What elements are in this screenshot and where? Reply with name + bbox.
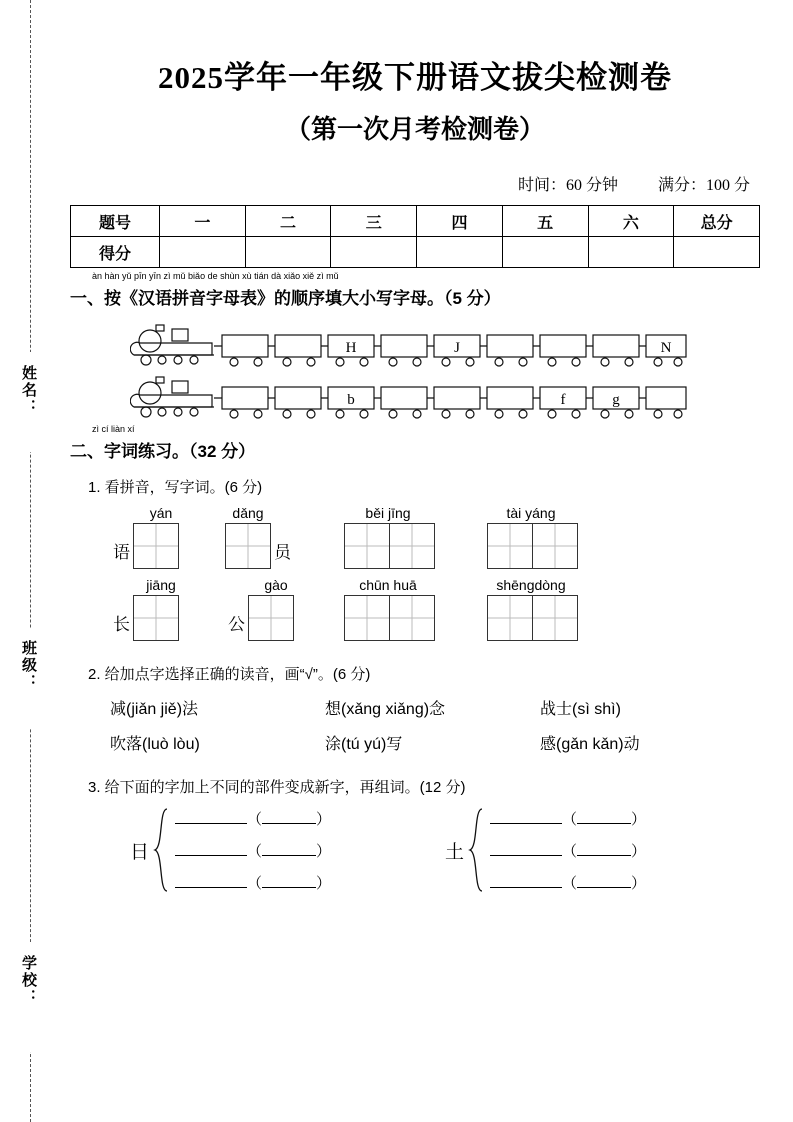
- tianzige-cell[interactable]: [390, 595, 435, 641]
- page-subtitle: （第一次月考检测卷）: [284, 115, 545, 144]
- svg-text:N: N: [660, 340, 672, 356]
- pinyin-hint: gào: [264, 577, 288, 593]
- answer-line[interactable]: （ ）: [490, 808, 646, 829]
- brace-group: [445, 807, 760, 893]
- tianzige-cell[interactable]: [533, 523, 578, 569]
- pinyin-write-item: [487, 577, 578, 641]
- tianzige-cell[interactable]: [390, 523, 435, 569]
- svg-text:J: J: [454, 340, 460, 356]
- score-input-cell[interactable]: [674, 237, 760, 268]
- pinyin-hint: dǎng: [232, 505, 264, 521]
- tianzige-cell[interactable]: [344, 523, 390, 569]
- train-lower-icon: [130, 371, 690, 423]
- section-one-title: [70, 271, 760, 309]
- section-two-pinyin: zì cí liàn xí: [92, 424, 135, 434]
- section-two: [70, 424, 760, 893]
- score-table-cell: 二: [245, 206, 331, 237]
- answer-line[interactable]: （ ）: [175, 808, 331, 829]
- field-school-label: 学校：: [20, 955, 37, 1006]
- table-row: [71, 237, 760, 268]
- tianzige-cell[interactable]: [533, 595, 578, 641]
- pinyin-hint: shēngdòng: [496, 577, 566, 593]
- pinyin-write-row-1: [110, 505, 760, 569]
- base-char: 日: [130, 841, 150, 863]
- score-input-cell[interactable]: [502, 237, 588, 268]
- score-input-cell[interactable]: [331, 237, 417, 268]
- page-title: 2025学年一年级下册语文拔尖检测卷: [158, 60, 672, 95]
- score-table: [70, 205, 760, 268]
- section-one-pinyin: àn hàn yǔ pīn yīn zì mǔ biǎo de shùn xù tián dà xiǎo xiě zì mǔ: [92, 271, 339, 281]
- given-char: 语: [113, 543, 130, 562]
- score-input-cell[interactable]: [417, 237, 503, 268]
- section-one: [70, 271, 760, 423]
- score-table-cell: 一: [160, 206, 246, 237]
- pinyin-write-item: [344, 577, 435, 641]
- radical-brace-area: [130, 807, 760, 893]
- answer-line[interactable]: （ ）: [490, 840, 646, 861]
- train-upper-row: [130, 319, 760, 371]
- pronunciation-choice-row: [110, 731, 760, 754]
- answer-line[interactable]: （ ）: [175, 872, 331, 893]
- section-two-heading-text: 二、字词练习。（32 分）: [70, 442, 256, 461]
- svg-text:b: b: [347, 392, 355, 408]
- table-row: [71, 206, 760, 237]
- question-2-label: 2. 给加点字选择正确的读音，画“√”。(6 分): [88, 666, 371, 683]
- answer-line[interactable]: （ ）: [175, 840, 331, 861]
- field-name-label: 姓名：: [20, 365, 37, 416]
- pinyin-hint: tài yáng: [506, 505, 556, 521]
- tianzige-cell[interactable]: [133, 595, 179, 641]
- choice-item[interactable]: 战士(sì shì): [540, 701, 621, 718]
- svg-text:g: g: [612, 392, 620, 408]
- pinyin-hint: jiāng: [146, 577, 176, 593]
- pinyin-write-item: [110, 577, 179, 641]
- given-char: 员: [274, 543, 291, 562]
- score-input-cell[interactable]: [245, 237, 331, 268]
- tianzige-cell[interactable]: [344, 595, 390, 641]
- score-table-cell: 题号: [71, 206, 160, 237]
- score-table-cell: 得分: [71, 237, 160, 268]
- answer-line[interactable]: （ ）: [490, 872, 646, 893]
- total-score-label: 满分：100 分: [657, 177, 750, 194]
- given-char: 长: [113, 615, 130, 634]
- choice-item[interactable]: 涂(tú yú)写: [325, 736, 403, 753]
- svg-text:f: f: [560, 392, 566, 408]
- tianzige-cell[interactable]: [487, 595, 533, 641]
- score-table-cell: 六: [588, 206, 674, 237]
- svg-text:H: H: [345, 340, 357, 356]
- pronunciation-choice-row: [110, 696, 760, 719]
- pinyin-write-item: [225, 577, 294, 641]
- brace-icon: [468, 807, 484, 893]
- question-3-label: 3. 给下面的字加上不同的部件变成新字，再组词。(12 分): [88, 779, 466, 796]
- tianzige-cell[interactable]: [133, 523, 179, 569]
- given-char: 公: [228, 615, 245, 634]
- tianzige-cell[interactable]: [487, 523, 533, 569]
- brace-group: [130, 807, 445, 893]
- time-label: 时间：60 分钟: [517, 177, 618, 194]
- score-input-cell[interactable]: [160, 237, 246, 268]
- score-input-cell[interactable]: [588, 237, 674, 268]
- field-class-label: 班级：: [20, 640, 37, 691]
- tianzige-cell[interactable]: [248, 595, 294, 641]
- section-one-heading-text: 一、按《汉语拼音字母表》的顺序填大小写字母。（5 分）: [70, 289, 501, 308]
- pinyin-write-item: [110, 505, 179, 569]
- score-table-cell: 总分: [674, 206, 760, 237]
- train-lower-row: [130, 371, 760, 423]
- alphabet-train: [130, 319, 760, 423]
- pinyin-hint: yán: [149, 505, 173, 521]
- document-body: [70, 0, 760, 893]
- pinyin-hint: běi jīng: [365, 505, 411, 521]
- brace-icon: [153, 807, 169, 893]
- pinyin-write-row-2: [110, 577, 760, 641]
- question-1-label: 1. 看拼音，写字词。(6 分): [88, 479, 263, 496]
- pinyin-write-item: [487, 505, 578, 569]
- choice-item[interactable]: 感(gǎn kǎn)动: [540, 736, 640, 753]
- pinyin-write-item: [225, 505, 294, 569]
- tianzige-cell[interactable]: [225, 523, 271, 569]
- pinyin-hint: chūn huā: [359, 577, 417, 593]
- choice-item[interactable]: 减(jiǎn jiě)法: [110, 701, 199, 718]
- score-table-cell: 四: [417, 206, 503, 237]
- choice-item[interactable]: 想(xǎng xiǎng)念: [325, 701, 446, 718]
- score-table-cell: 五: [502, 206, 588, 237]
- train-upper-icon: [130, 319, 690, 371]
- pinyin-write-item: [344, 505, 435, 569]
- score-table-cell: 三: [331, 206, 417, 237]
- section-two-title: [70, 424, 760, 462]
- choice-item[interactable]: 吹落(luò lòu): [110, 736, 200, 753]
- exam-meta: [70, 172, 760, 195]
- base-char: 土: [445, 841, 465, 863]
